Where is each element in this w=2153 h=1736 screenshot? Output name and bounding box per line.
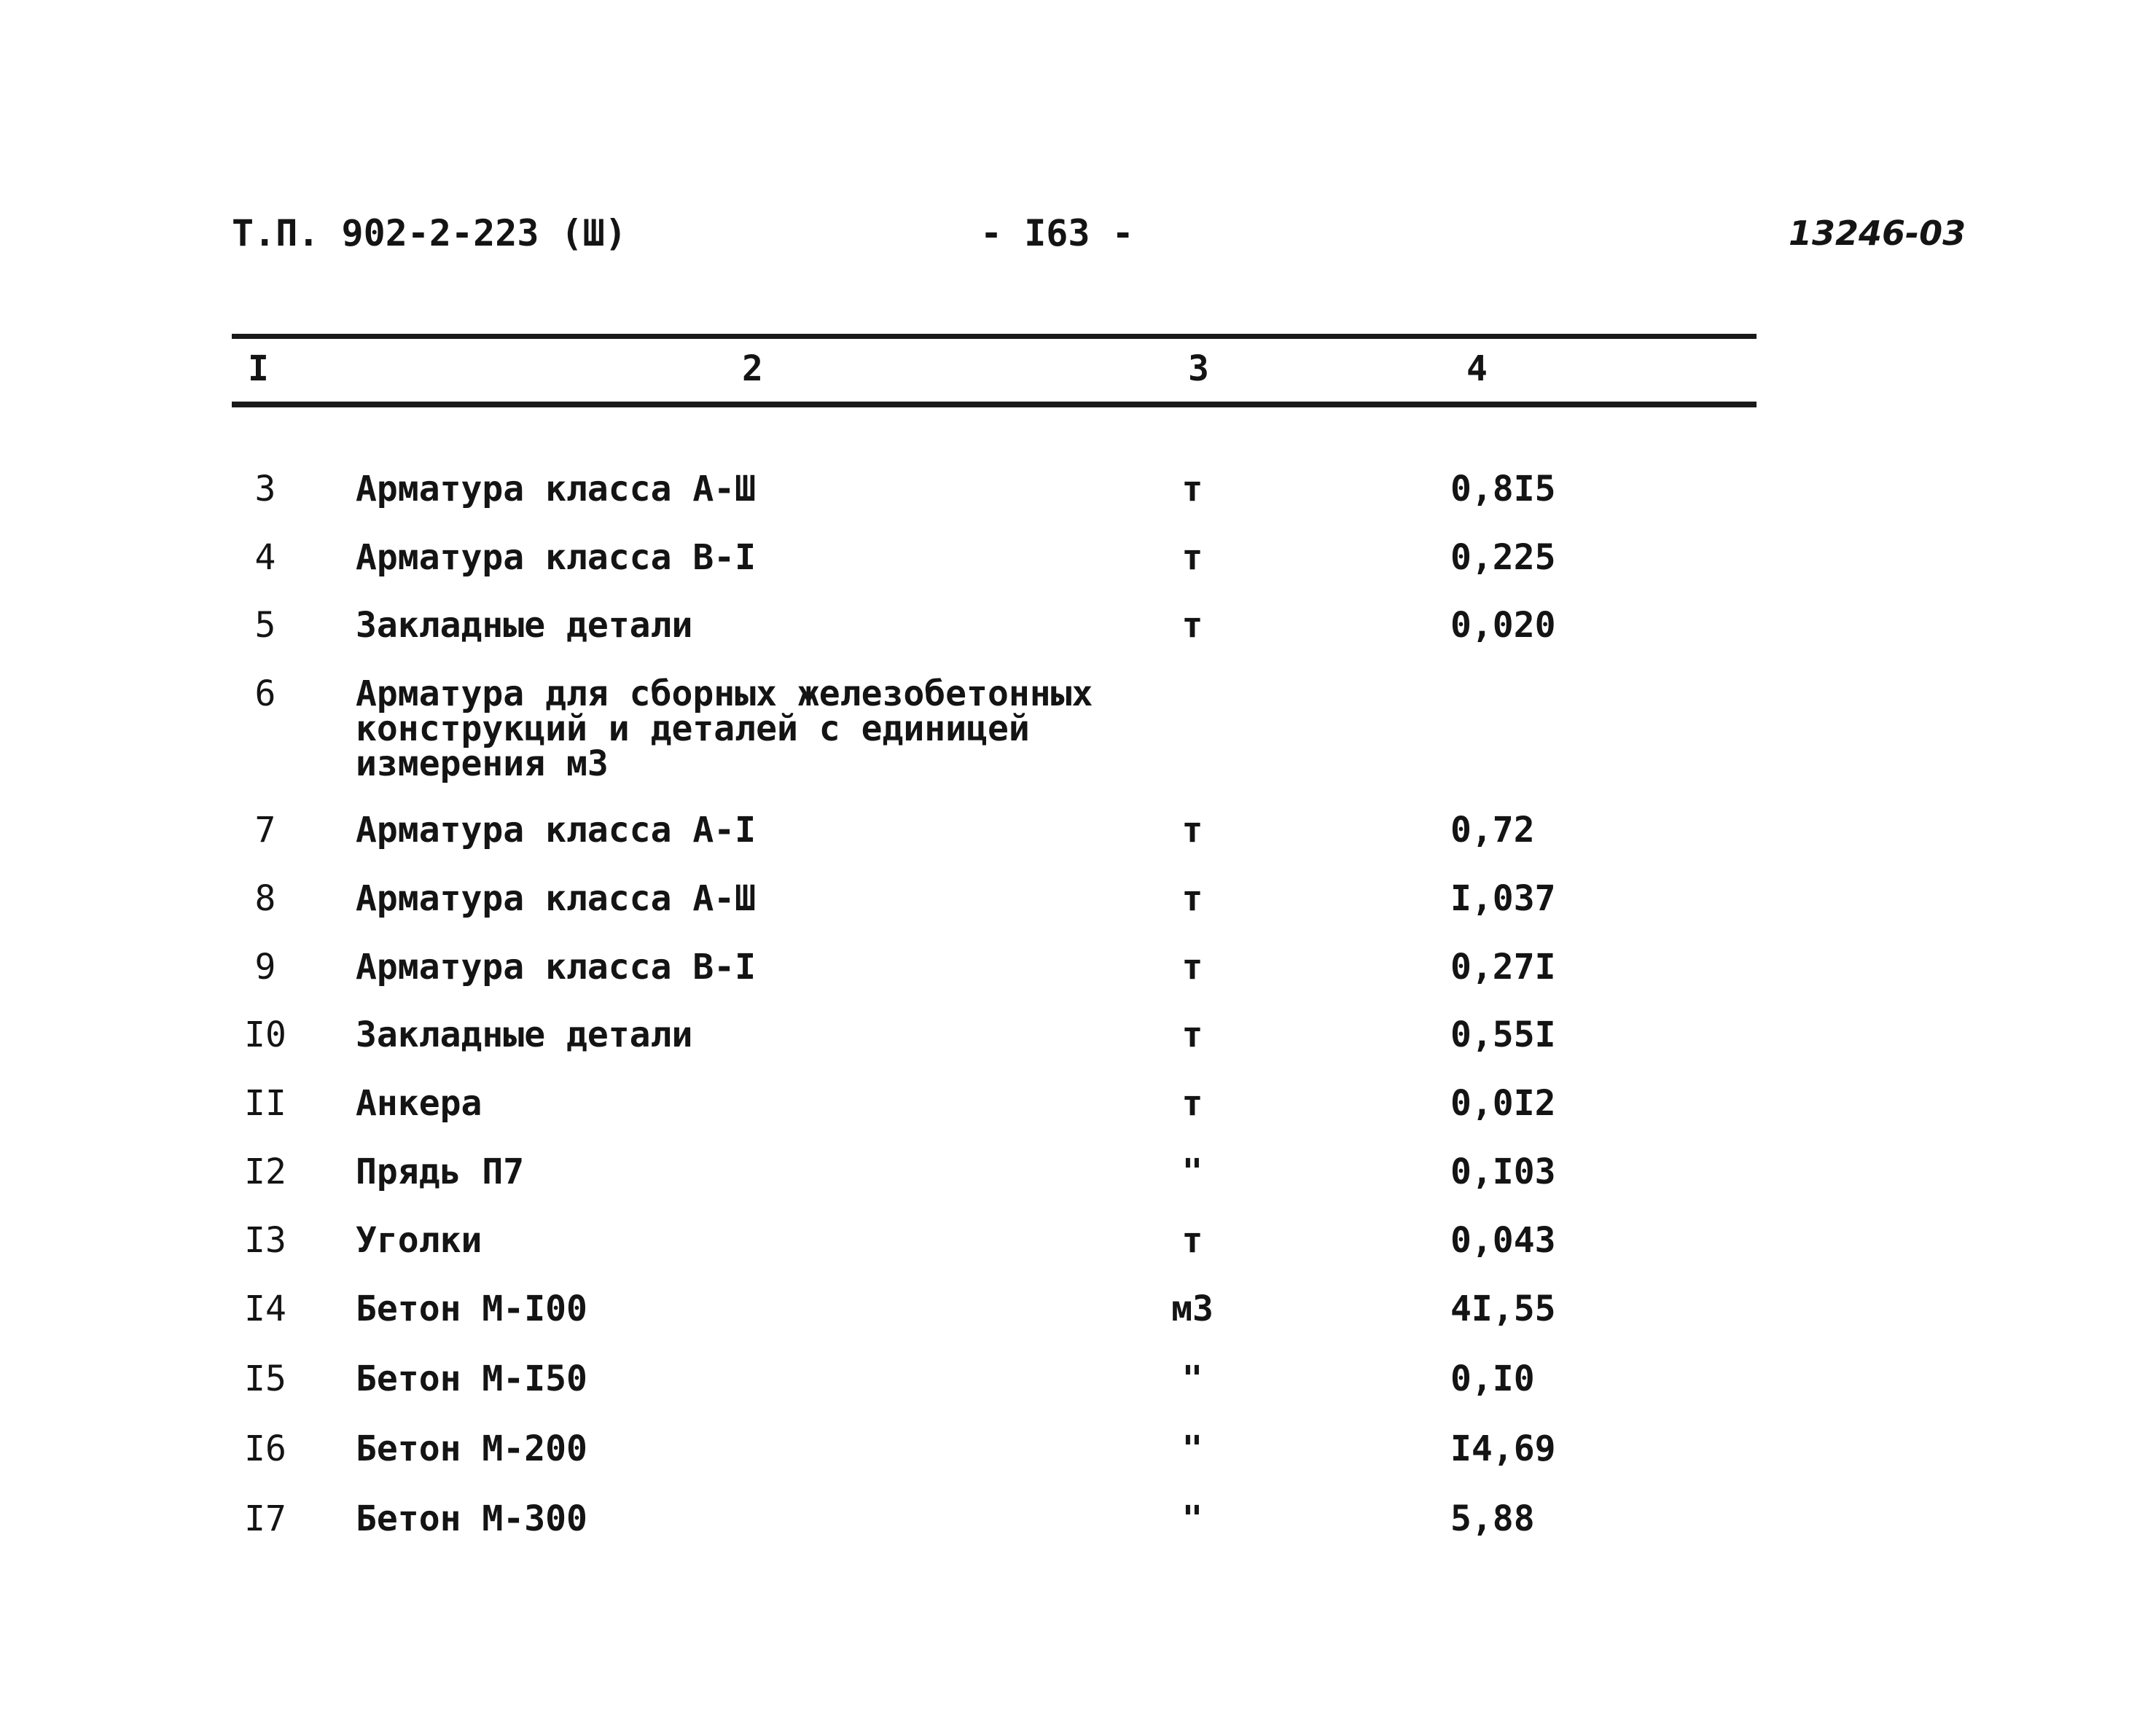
item-unit: " [1181, 1498, 1203, 1539]
row-number: 3 [254, 469, 276, 509]
row-number: I0 [244, 1014, 286, 1055]
item-unit: т [1181, 947, 1203, 988]
row-number: 6 [254, 673, 276, 714]
item-value: 0,27I [1450, 947, 1556, 988]
row-number: 8 [254, 878, 276, 919]
item-unit: т [1181, 878, 1203, 919]
item-value: 5,88 [1450, 1498, 1535, 1539]
table-header-rule [232, 402, 1757, 407]
item-unit: т [1181, 1083, 1203, 1124]
item-value: 0,8I5 [1450, 469, 1556, 509]
item-unit: т [1181, 469, 1203, 509]
row-number: 7 [254, 810, 276, 851]
row-number: I5 [244, 1358, 286, 1399]
archive-code: 13246-03 [1789, 214, 1966, 253]
row-number: 4 [254, 537, 276, 578]
page-number: - I63 - [980, 212, 1134, 254]
item-value: I,037 [1450, 878, 1556, 919]
document-reference: Т.П. 902-2-223 (Ш) [232, 212, 627, 254]
item-unit: м3 [1171, 1289, 1214, 1329]
item-value: 0,0I2 [1450, 1083, 1556, 1124]
item-unit: т [1181, 810, 1203, 851]
item-name: Бетон М-I00 [356, 1289, 587, 1329]
item-name: Арматура класса А-Ш [356, 469, 757, 509]
item-value: 0,225 [1450, 537, 1556, 578]
item-unit: т [1181, 537, 1203, 578]
item-name: Арматура класса А-I [356, 810, 757, 851]
row-number: II [244, 1083, 286, 1124]
item-name: Бетон М-200 [356, 1428, 587, 1469]
row-number: 9 [254, 947, 276, 988]
item-value: I4,69 [1450, 1428, 1556, 1469]
item-value: 0,72 [1450, 810, 1535, 851]
row-number: 5 [254, 605, 276, 646]
item-unit: т [1181, 605, 1203, 646]
item-value: 0,I0 [1450, 1358, 1535, 1399]
table-top-rule [232, 334, 1757, 339]
item-name: Арматура для сборных железобетонных конструкций и деталей с единицей измерения м3 [356, 673, 1093, 784]
item-unit: " [1181, 1428, 1203, 1469]
column-header-4: 4 [1466, 348, 1488, 389]
item-name: Арматура класса В-I [356, 537, 757, 578]
row-number: I6 [244, 1428, 286, 1469]
item-name: Арматура класса А-Ш [356, 878, 757, 919]
item-name: Анкера [356, 1083, 482, 1124]
row-number: I7 [244, 1498, 286, 1539]
item-unit: т [1181, 1014, 1203, 1055]
item-name: Бетон М-300 [356, 1498, 587, 1539]
row-number: I2 [244, 1152, 286, 1192]
row-number: I4 [244, 1289, 286, 1329]
item-name: Закладные детали [356, 1014, 693, 1055]
item-unit: т [1181, 1220, 1203, 1261]
item-value: 4I,55 [1450, 1289, 1556, 1329]
row-number: I3 [244, 1220, 286, 1261]
item-name: Закладные детали [356, 605, 693, 646]
column-header-1: I [248, 348, 269, 389]
item-value: 0,I03 [1450, 1152, 1556, 1192]
item-value: 0,55I [1450, 1014, 1556, 1055]
item-unit: " [1181, 1358, 1203, 1399]
item-value: 0,043 [1450, 1220, 1556, 1261]
item-name: Прядь П7 [356, 1152, 525, 1192]
item-value: 0,020 [1450, 605, 1556, 646]
item-name: Уголки [356, 1220, 482, 1261]
item-unit: " [1181, 1152, 1203, 1192]
item-name: Бетон М-I50 [356, 1358, 587, 1399]
column-header-3: 3 [1188, 348, 1209, 389]
item-name: Арматура класса В-I [356, 947, 757, 988]
column-header-2: 2 [742, 348, 763, 389]
